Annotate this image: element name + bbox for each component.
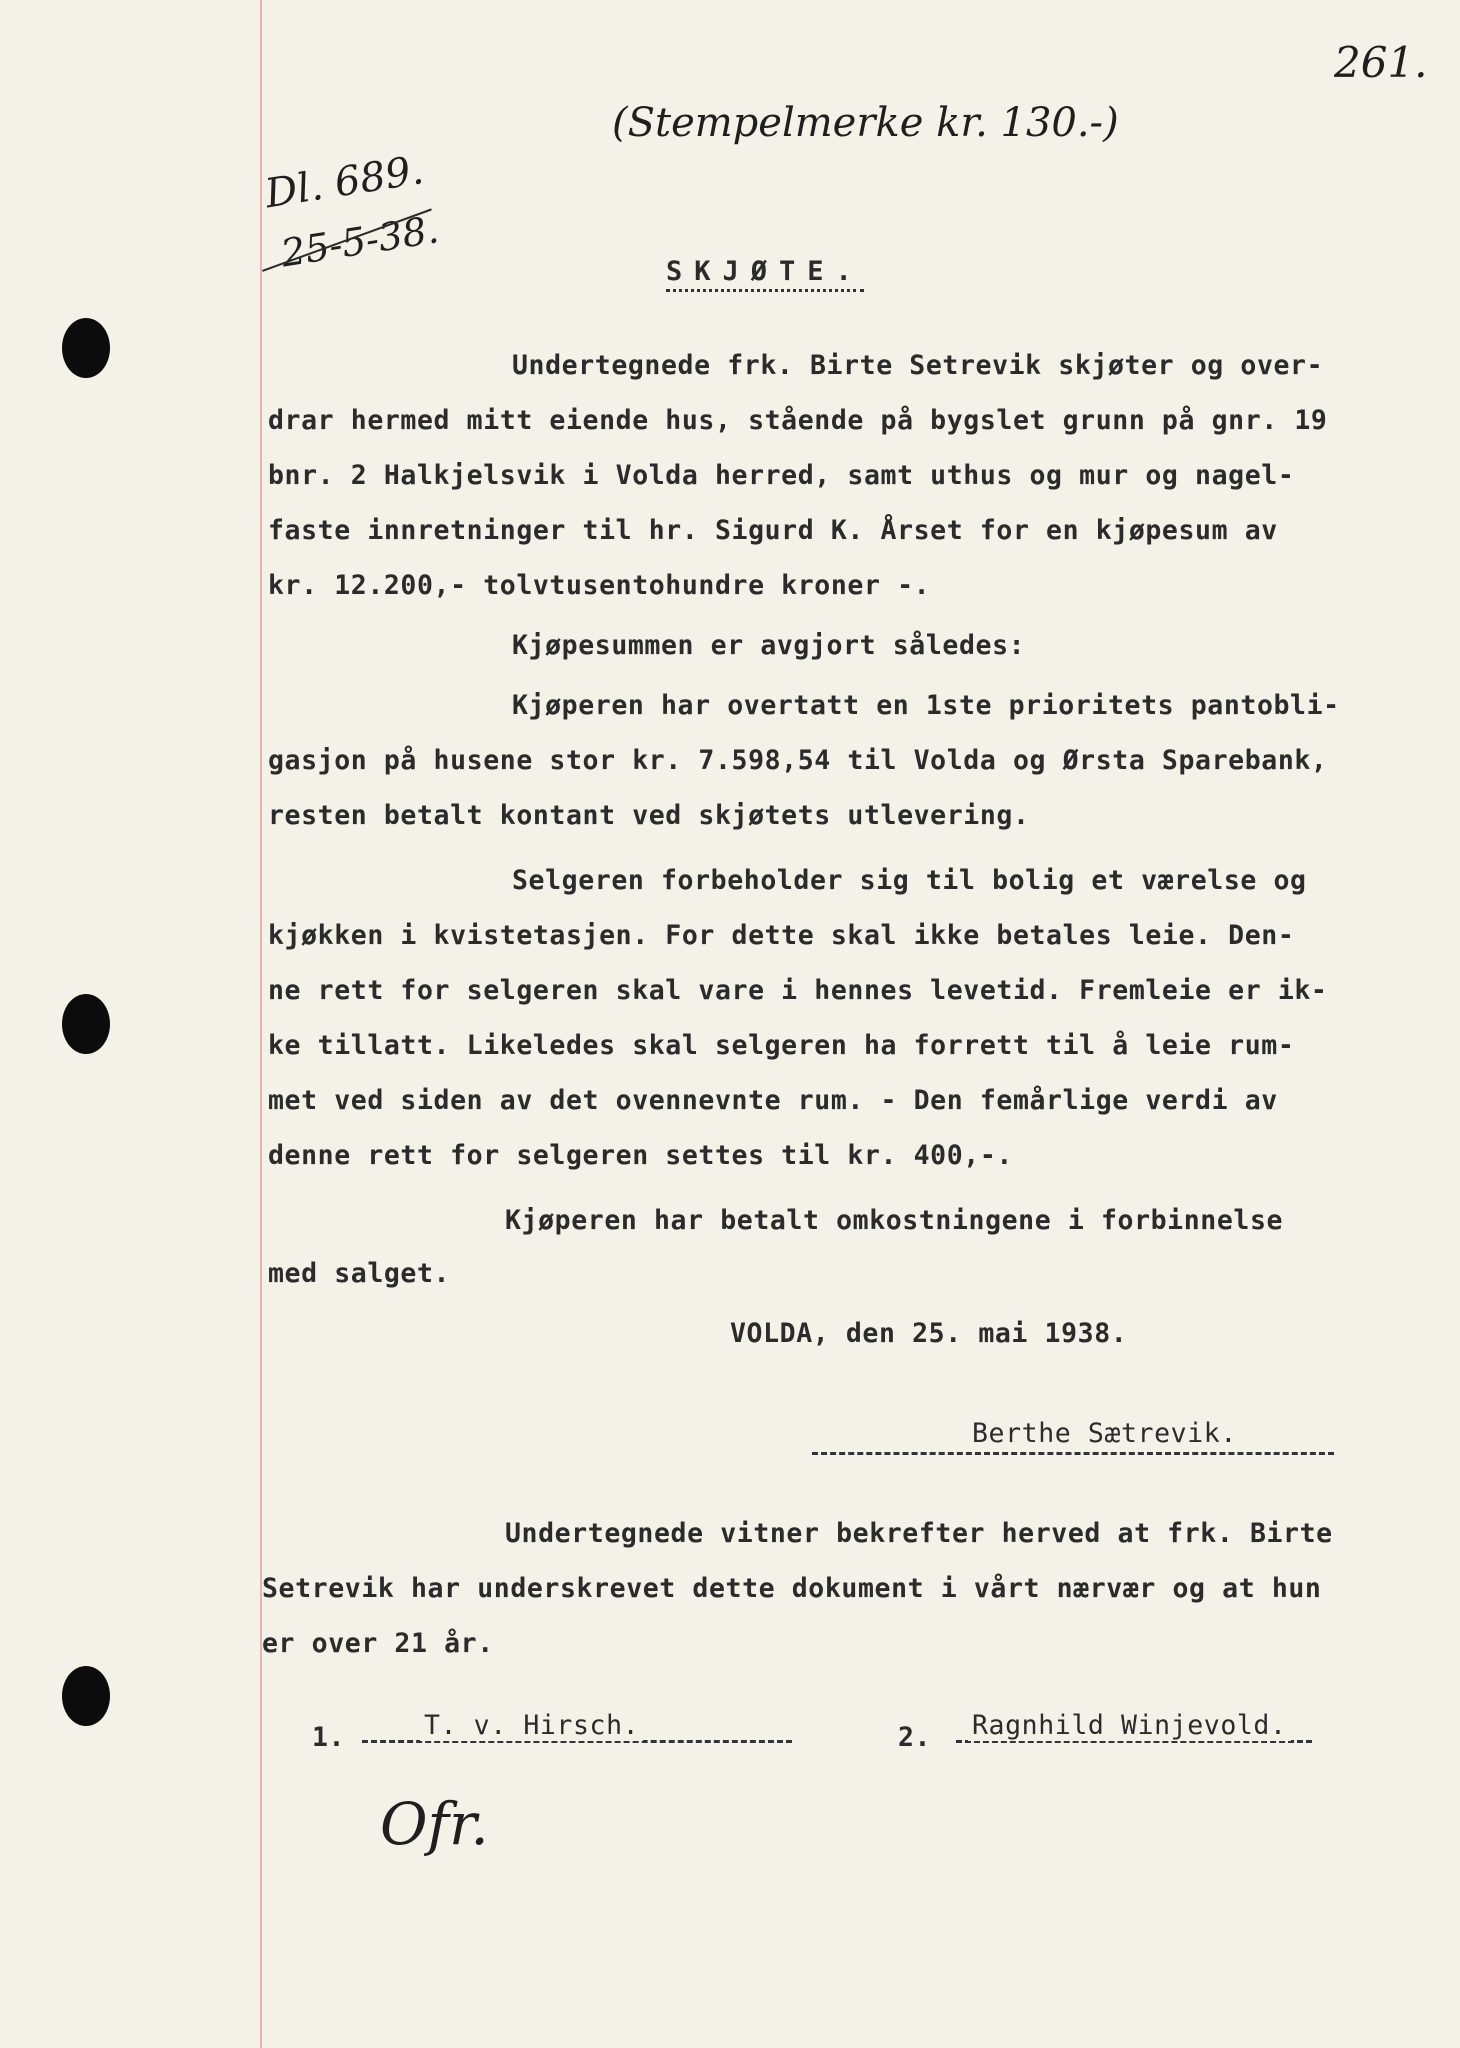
body-line: denne rett for selgeren settes til kr. 400,-. xyxy=(268,1140,1013,1171)
witness-name: Ragnhild Winjevold. xyxy=(968,1710,1291,1741)
body-line: Kjøperen har overtatt en 1ste prioritets pantobli- xyxy=(512,690,1340,721)
witness-name: T. v. Hirsch. xyxy=(420,1710,643,1741)
case-number: Dl. 689. xyxy=(262,147,427,218)
punch-hole xyxy=(62,318,110,378)
signature-line xyxy=(812,1452,1334,1455)
witness-line: Undertegnede vitner bekrefter herved at frk. Birte xyxy=(505,1518,1333,1549)
body-line: ke tillatt. Likeledes skal selgeren ha forrett til å leie rum- xyxy=(268,1030,1295,1061)
seller-signature: Berthe Sætrevik. xyxy=(972,1418,1237,1449)
witness-number: 2. xyxy=(898,1722,932,1753)
body-line: met ved siden av det ovennevnte rum. - Den femårlige verdi av xyxy=(268,1085,1278,1116)
body-line: resten betalt kontant ved skjøtets utlevering. xyxy=(268,800,1030,831)
punch-hole xyxy=(62,994,110,1054)
body-line: Selgeren forbeholder sig til bolig et værelse og xyxy=(512,865,1307,896)
witness-line: er over 21 år. xyxy=(262,1628,494,1659)
margin-line xyxy=(260,0,262,2048)
body-line: drar hermed mitt eiende hus, stående på bygslet grunn på gnr. 19 xyxy=(268,405,1328,436)
page-number: 261. xyxy=(1334,38,1428,87)
body-line: Undertegnede frk. Birte Setrevik skjøter og over- xyxy=(512,350,1324,381)
place-date: VOLDA, den 25. mai 1938. xyxy=(730,1318,1128,1349)
stamp-note: (Stempelmerke kr. 130.-) xyxy=(612,100,1119,146)
body-line: kr. 12.200,- tolvtusentohundre kroner -. xyxy=(268,570,931,601)
witness-number: 1. xyxy=(312,1722,346,1753)
body-line: med salget. xyxy=(268,1258,451,1289)
witness-line: Setrevik har underskrevet dette dokument i vårt nærvær og at hun xyxy=(262,1573,1322,1604)
body-line: kjøkken i kvistetasjen. For dette skal ikke betales leie. Den- xyxy=(268,920,1295,951)
initials: Ofr. xyxy=(380,1790,489,1858)
punch-hole xyxy=(62,1666,110,1726)
body-line: gasjon på husene stor kr. 7.598,54 til Volda og Ørsta Sparebank, xyxy=(268,745,1328,776)
body-line: faste innretninger til hr. Sigurd K. Årset for en kjøpesum av xyxy=(268,515,1278,546)
document-title: SKJØTE. xyxy=(666,256,864,292)
body-line: Kjøpesummen er avgjort således: xyxy=(512,630,1026,661)
case-date: 25-5-38. xyxy=(278,207,442,276)
body-line: ne rett for selgeren skal vare i hennes levetid. Fremleie er ik- xyxy=(268,975,1328,1006)
body-line: bnr. 2 Halkjelsvik i Volda herred, samt uthus og mur og nagel- xyxy=(268,460,1295,491)
body-line: Kjøperen har betalt omkostningene i forbinnelse xyxy=(505,1205,1284,1236)
